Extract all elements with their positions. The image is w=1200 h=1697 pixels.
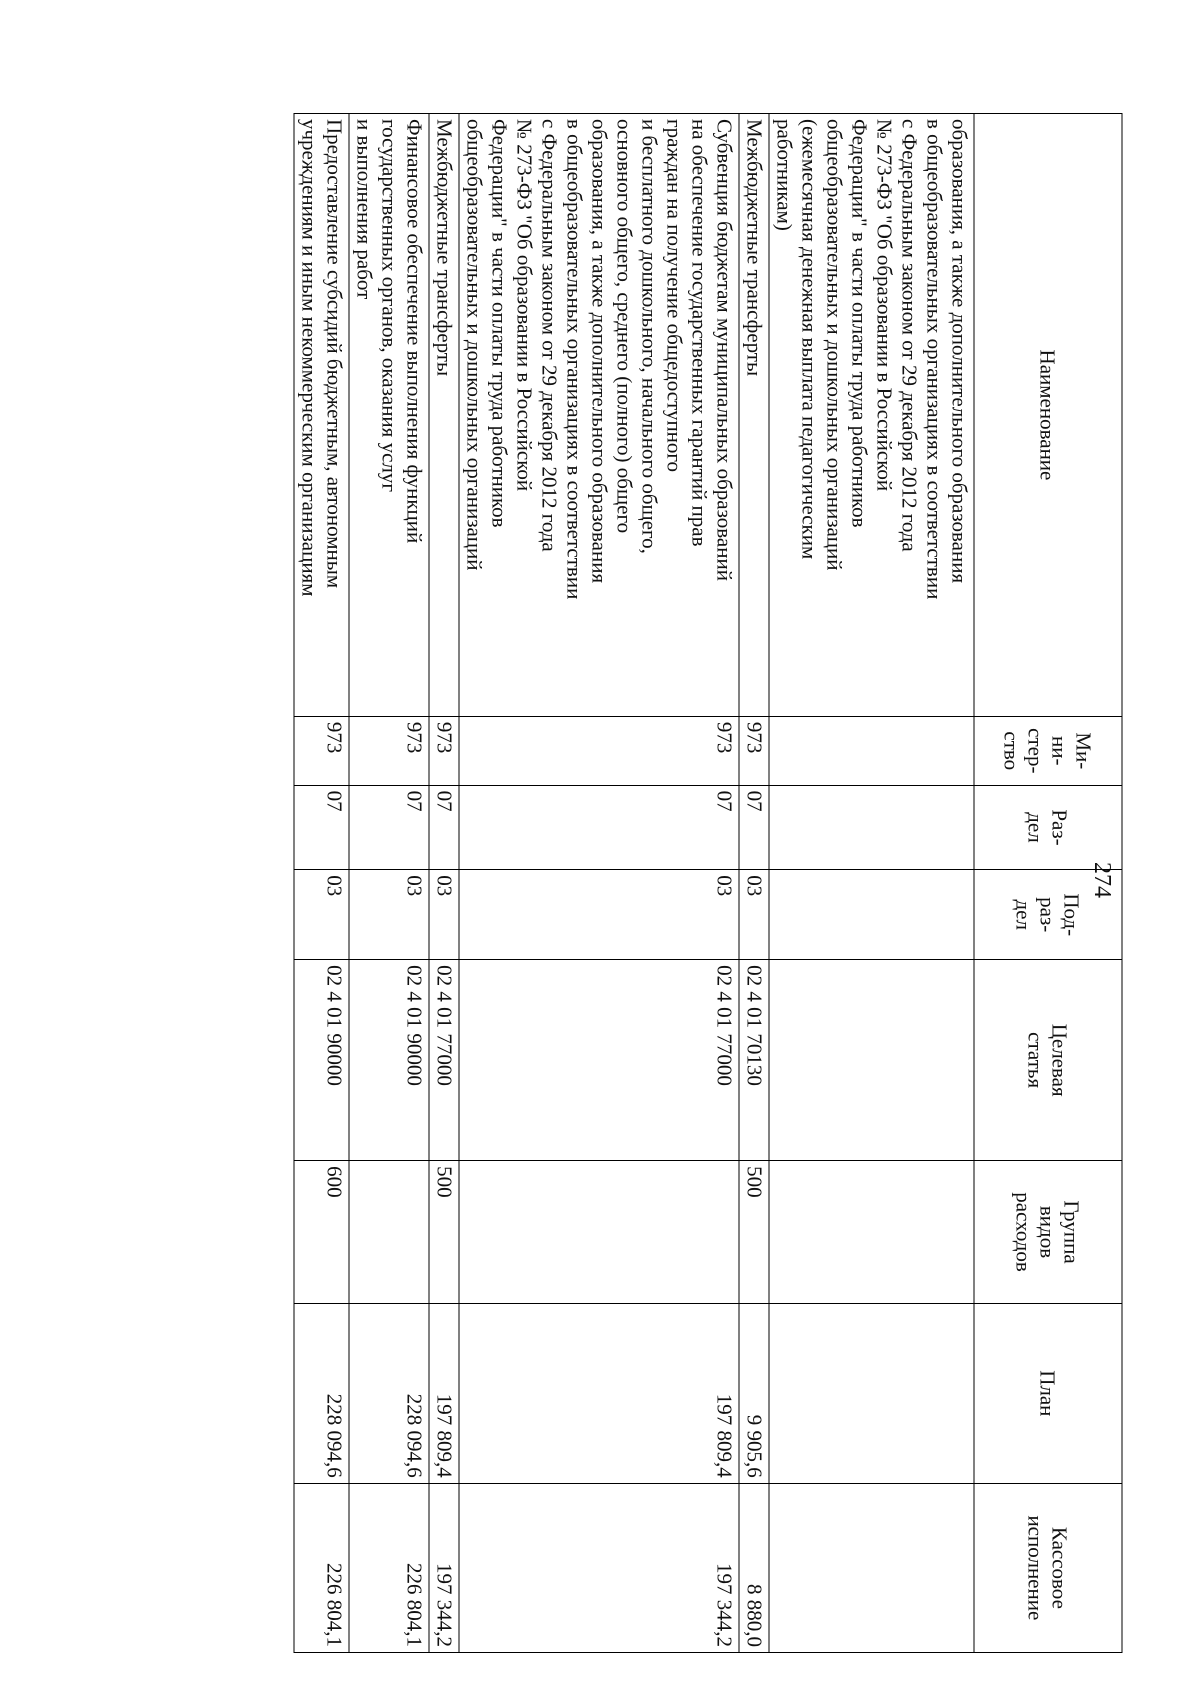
budget-table-page <box>198 113 1123 1653</box>
row-subsection: 03 <box>349 870 429 960</box>
page-number: 274 <box>1089 862 1115 898</box>
header-cash: Кассовое исполнение <box>974 1483 1122 1652</box>
header-ministry: Ми- ни- стер- ство <box>974 716 1122 785</box>
row-group <box>769 1161 974 1304</box>
row-target: 02 4 01 90000 <box>349 960 429 1161</box>
budget-table <box>294 113 1123 1653</box>
row-plan: 228 094,6 <box>294 1303 349 1483</box>
row-name: образования, а также дополнительного образования в общеобразовательных организациях в соответствии с Федеральным законом от 29 декабря 2012 года № 273-ФЗ "Об образовании в Российской Федерации" в части оплаты труда работников общеобразовательных и дошкольных организаций (ежемесячная денежная выплата педагогическим работникам) <box>769 114 974 717</box>
row-target: 02 4 01 77000 <box>429 960 459 1161</box>
row-group: 600 <box>294 1161 349 1304</box>
row-cash: 8 880,0 <box>739 1483 769 1652</box>
table-row <box>739 114 769 1653</box>
row-name: Предоставление субсидий бюджетным, автономным учреждениям и иным некоммерческим организациям <box>294 114 349 717</box>
header-name: Наименование <box>974 114 1122 717</box>
row-ministry: 973 <box>294 716 349 785</box>
header-section: Раз- дел <box>974 785 1122 870</box>
row-section: 07 <box>294 785 349 870</box>
row-group <box>349 1161 429 1304</box>
row-name: Субвенция бюджетам муниципальных образований на обеспечение государственных гарантий прав граждан на получение общедоступного и бесплатного дошкольного, начального общего, основного общего, среднего (полного) общего образования, а также дополнительного образования в общеобразовательных организациях в соответствии с Федеральным законом от 29 декабря 2012 года № 273-ФЗ "Об образовании в Российской Федерации" в части оплаты труда работников общеобразовательных и дошкольных организаций <box>459 114 739 717</box>
row-plan: 9 905,6 <box>739 1303 769 1483</box>
row-cash: 197 344,2 <box>459 1483 739 1652</box>
row-cash: 226 804,1 <box>294 1483 349 1652</box>
row-section: 07 <box>349 785 429 870</box>
row-cash <box>769 1483 974 1652</box>
row-name: Межбюджетные трансферты <box>429 114 459 717</box>
row-subsection: 03 <box>294 870 349 960</box>
header-target: Целевая статья <box>974 960 1122 1161</box>
row-section: 07 <box>739 785 769 870</box>
row-group: 500 <box>429 1161 459 1304</box>
table-row <box>349 114 429 1653</box>
row-group <box>459 1161 739 1304</box>
row-target: 02 4 01 90000 <box>294 960 349 1161</box>
table-row <box>429 114 459 1653</box>
row-target <box>769 960 974 1161</box>
row-name: Финансовое обеспечение выполнения функций государственных органов, оказания услуг и выполнения работ <box>349 114 429 717</box>
row-plan: 197 809,4 <box>459 1303 739 1483</box>
row-ministry: 973 <box>739 716 769 785</box>
row-name: Межбюджетные трансферты <box>739 114 769 717</box>
table-row <box>294 114 349 1653</box>
row-subsection <box>769 870 974 960</box>
row-section <box>769 785 974 870</box>
row-subsection: 03 <box>429 870 459 960</box>
row-ministry: 973 <box>459 716 739 785</box>
row-group: 500 <box>739 1161 769 1304</box>
row-target: 02 4 01 70130 <box>739 960 769 1161</box>
row-cash: 197 344,2 <box>429 1483 459 1652</box>
row-section: 07 <box>459 785 739 870</box>
header-expense-group: Группа видов расходов <box>974 1161 1122 1304</box>
row-ministry <box>769 716 974 785</box>
row-subsection: 03 <box>739 870 769 960</box>
row-cash: 226 804,1 <box>349 1483 429 1652</box>
table-row <box>459 114 739 1653</box>
row-ministry: 973 <box>429 716 459 785</box>
row-ministry: 973 <box>349 716 429 785</box>
header-subsection: Под- раз- дел <box>974 870 1122 960</box>
row-plan: 197 809,4 <box>429 1303 459 1483</box>
row-target: 02 4 01 77000 <box>459 960 739 1161</box>
row-subsection: 03 <box>459 870 739 960</box>
row-section: 07 <box>429 785 459 870</box>
header-plan: План <box>974 1303 1122 1483</box>
table-row <box>769 114 974 1653</box>
row-plan: 228 094,6 <box>349 1303 429 1483</box>
row-plan <box>769 1303 974 1483</box>
